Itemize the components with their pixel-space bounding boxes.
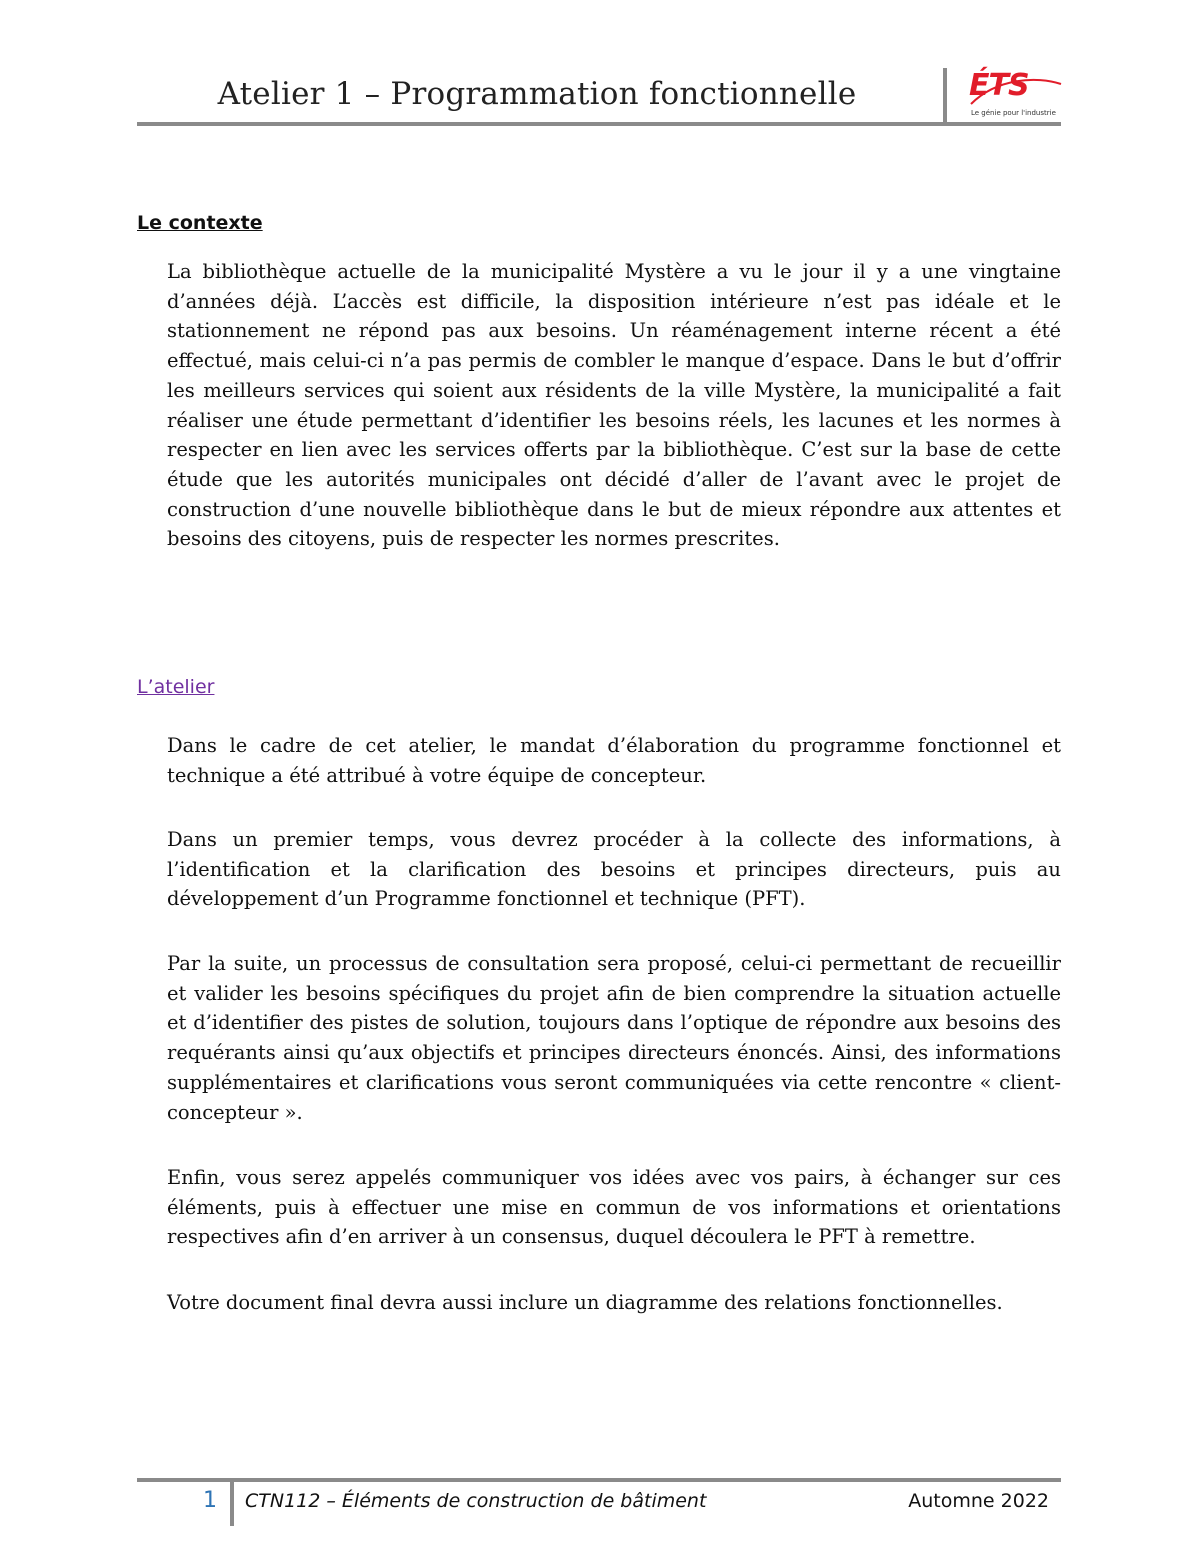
term: Automne 2022	[908, 1490, 1049, 1512]
section-heading-atelier: L’atelier	[137, 676, 215, 698]
logo-mark: ÉTS	[969, 68, 1029, 103]
atelier-paragraph-5: Votre document final devra aussi inclure un diagramme des relations fonctionnelles.	[167, 1291, 1003, 1314]
footer-rule	[137, 1478, 1061, 1482]
course-name: CTN112 – Éléments de construction de bâtiment	[245, 1490, 707, 1512]
page-header	[137, 66, 1061, 130]
atelier-paragraph-3: Par la suite, un processus de consultation sera proposé, celui-ci permettant de recueillir et valider les besoins spécifiques du projet afin de bien comprendre la situation actuelle et d’identifier des pistes de solution, toujours dans l’optique de répondre aux besoins des requérants ainsi qu’aux objectifs et principes directeurs énoncés. Ainsi, des informations supplémentaires et clarifications vous seront communiquées via cette rencontre « client-concepteur ».	[167, 952, 1061, 1124]
header-rule	[137, 122, 1061, 126]
footer-divider	[230, 1478, 234, 1526]
ets-logo	[969, 68, 1069, 120]
contexte-paragraph: La bibliothèque actuelle de la municipalité Mystère a vu le jour il y a une vingtaine d’années déjà. L’accès est difficile, la disposition intérieure n’est pas idéale et le stationnement ne répond pas aux besoins. Un réaménagement interne récent a été effectué, mais celui-ci n’a pas permis de combler le manque d’espace. Dans le but d’offrir les meilleurs services qui soient aux résidents de la ville Mystère, la municipalité a fait réaliser une étude permettant d’identifier les besoins réels, les lacunes et les normes à respecter en lien avec les services offerts par la bibliothèque. C’est sur la base de cette étude que les autorités municipales ont décidé d’aller de l’avant avec le projet de construction d’une nouvelle bibliothèque dans le but de mieux répondre aux attentes et besoins des citoyens, puis de respecter les normes prescrites.	[167, 260, 1061, 551]
page-number: 1	[203, 1488, 217, 1513]
page-footer	[137, 1478, 1061, 1528]
header-divider	[943, 68, 947, 126]
logo-tagline: Le génie pour l'industrie	[971, 109, 1056, 117]
atelier-paragraph-2: Dans un premier temps, vous devrez procéder à la collecte des informations, à l’identification et la clarification des besoins et principes directeurs, puis au développement d’un Programme fonctionnel et technique (PFT).	[167, 828, 1061, 911]
atelier-paragraph-1: Dans le cadre de cet atelier, le mandat d’élaboration du programme fonctionnel et technique a été attribué à votre équipe de concepteur.	[167, 734, 1061, 787]
atelier-paragraph-4: Enfin, vous serez appelés communiquer vos idées avec vos pairs, à échanger sur ces éléments, puis à effectuer une mise en commun de vos informations et orientations respectives afin d’en arriver à un consensus, duquel découlera le PFT à remettre.	[167, 1166, 1061, 1249]
section-heading-contexte: Le contexte	[137, 212, 263, 234]
document-title: Atelier 1 – Programmation fonctionnelle	[217, 76, 857, 112]
